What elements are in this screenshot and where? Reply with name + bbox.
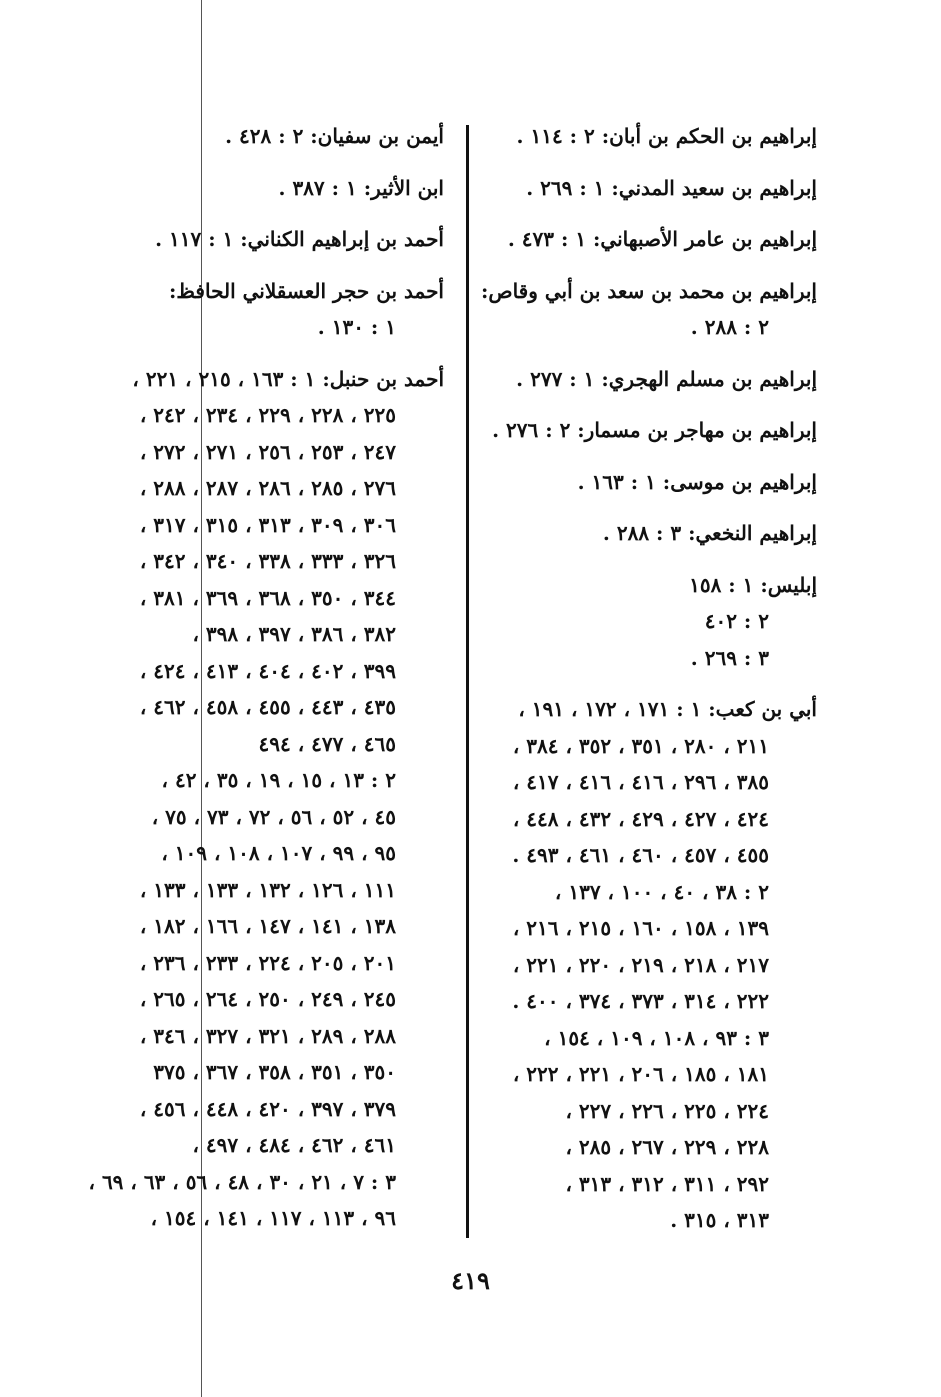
entry-heading-line: إبراهيم النخعي: ٣ : ٢٨٨ .: [602, 521, 817, 545]
index-entry: [495, 361, 817, 398]
entry-continuation-line: ٣٩٩ ، ٤٠٢ ، ٤٠٤ ، ٤١٣ ، ٤٢٤ ،: [139, 658, 396, 683]
index-entry: [88, 361, 444, 1237]
index-entry: [122, 221, 444, 258]
index-entry: [495, 464, 817, 501]
entry-heading-line: أحمد بن حنبل: ١ : ١٦٣ ، ٢١٥ ، ٢٢١ ،: [132, 366, 444, 391]
entry-continuation-line: ٩٥ ، ٩٩ ، ١٠٧ ، ١٠٨ ، ١٠٩ ،: [161, 841, 396, 865]
entry-continuation-line: ٩٦ ، ١١٣ ، ١١٧ ، ١٤١ ، ١٥٤ ،: [150, 1206, 396, 1230]
entry-continuation-line: ٢٢٥ ، ٢٢٨ ، ٢٢٩ ، ٢٣٤ ، ٢٤٢ ،: [139, 403, 396, 427]
entry-heading-line: إبراهيم بن الحكم بن أبان: ٢ : ١١٤ .: [516, 124, 817, 148]
page-number: ٤١٩: [451, 1266, 490, 1295]
entry-continuation-line: ٣١٣ ، ٣١٥ .: [670, 1208, 769, 1232]
entry-heading-line: ابن الأثير: ١ : ٣٨٧ .: [278, 175, 444, 200]
index-entry: [122, 273, 444, 346]
entry-continuation-line: ٣٥٠ ، ٣٥١ ، ٣٥٨ ، ٣٦٧ ، ٣٧٥: [153, 1060, 396, 1084]
entry-continuation-line: ٢٢٢ ، ٣١٤ ، ٣٧٣ ، ٣٧٤ ، ٤٠٠ .: [512, 989, 769, 1013]
entry-continuation-line: ٢٢٨ ، ٢٢٩ ، ٢٦٧ ، ٢٨٥ ،: [565, 1135, 769, 1159]
index-entry: [495, 118, 817, 155]
entry-continuation-line: ٣ : ٩٣ ، ١٠٨ ، ١٠٩ ، ١٥٤ ،: [544, 1025, 769, 1050]
entry-continuation-line: ٢١٧ ، ٢١٨ ، ٢١٩ ، ٢٢٠ ، ٢٢١ ،: [512, 952, 769, 977]
entry-continuation-line: ٢ : ٢٨٨ .: [690, 315, 769, 339]
entry-continuation-line: ٢٧٦ ، ٢٨٥ ، ٢٨٦ ، ٢٨٧ ، ٢٨٨ ،: [139, 476, 396, 500]
index-entry: [481, 273, 817, 346]
entry-continuation-line: ٤٦٥ ، ٤٧٧ ، ٤٩٤: [258, 731, 396, 756]
index-entry: [495, 691, 817, 1239]
entry-heading-line: إبراهيم بن مسلم الهجري: ١ : ٢٧٧ .: [516, 366, 817, 391]
entry-continuation-line: ١ : ١٣٠ .: [317, 315, 396, 339]
entry-continuation-line: ٤٥ ، ٥٢ ، ٥٦ ، ٧٢ ، ٧٣ ، ٧٥ ،: [151, 804, 396, 829]
index-entry: [495, 515, 817, 552]
entry-continuation-line: ٣٨٢ ، ٣٨٦ ، ٣٩٧ ، ٣٩٨ ،: [192, 622, 396, 646]
entry-heading-line: إبليس: ١ : ١٥٨: [689, 572, 817, 597]
entry-continuation-line: ٢ : ١٣ ، ١٥ ، ١٩ ، ٣٥ ، ٤٢ ،: [161, 768, 396, 792]
entry-continuation-line: ٢٤٥ ، ٢٤٩ ، ٢٥٠ ، ٢٦٤ ، ٢٦٥ ،: [139, 987, 396, 1011]
entry-continuation-line: ٣٨٥ ، ٢٩٦ ، ٤١٦ ، ٤١٦ ، ٤١٧ ،: [512, 770, 769, 794]
entry-continuation-line: ٣٤٤ ، ٣٥٠ ، ٣٦٨ ، ٣٦٩ ، ٣٨١ ،: [139, 585, 396, 610]
index-column-right: [481, 118, 817, 1254]
entry-continuation-line: ٤٥٥ ، ٤٥٧ ، ٤٦٠ ، ٤٦١ ، ٤٩٣ .: [512, 843, 769, 867]
index-entry: [495, 567, 817, 677]
entry-continuation-line: ٢ : ٤٠٢: [704, 609, 769, 633]
entry-heading-line: أبي بن كعب: ١ : ١٧١ ، ١٧٢ ، ١٩١ ،: [518, 697, 817, 721]
index-column-left: [88, 118, 444, 1252]
entry-continuation-line: ٤٣٥ ، ٤٤٣ ، ٤٥٥ ، ٤٥٨ ، ٤٦٢ ،: [139, 695, 396, 719]
entry-continuation-line: ١٣٨ ، ١٤١ ، ١٤٧ ، ١٦٦ ، ١٨٢ ،: [139, 914, 396, 938]
entry-continuation-line: ٤٢٤ ، ٤٢٧ ، ٤٢٩ ، ٤٣٢ ، ٤٤٨ ،: [512, 806, 769, 831]
entry-continuation-line: ٣٠٦ ، ٣٠٩ ، ٣١٣ ، ٣١٥ ، ٣١٧ ،: [139, 512, 396, 537]
entry-continuation-line: ٢ : ٣٨ ، ٤٠ ، ١٠٠ ، ١٣٧ ،: [554, 879, 769, 904]
entry-continuation-line: ٤٦١ ، ٤٦٢ ، ٤٨٤ ، ٤٩٧ ،: [192, 1133, 396, 1157]
entry-heading-line: إبراهيم بن سعيد المدني: ١ : ٢٦٩ .: [526, 175, 817, 200]
entry-continuation-line: ٣٧٩ ، ٣٩٧ ، ٤٢٠ ، ٤٤٨ ، ٤٥٦ ،: [139, 1096, 396, 1121]
entry-heading-line: أيمن بن سفيان: ٢ : ٤٢٨ .: [225, 124, 444, 148]
entry-continuation-line: ٢٩٢ ، ٣١١ ، ٣١٢ ، ٣١٣ ،: [565, 1171, 769, 1196]
index-entry: [122, 170, 444, 207]
entry-heading-line: إبراهيم بن مهاجر بن مسمار: ٢ : ٢٧٦ .: [492, 418, 817, 442]
column-divider: [466, 125, 469, 1238]
entry-continuation-line: ٣٢٦ ، ٣٣٣ ، ٣٣٨ ، ٣٤٠ ، ٣٤٢ ،: [139, 549, 396, 573]
index-entry: [495, 221, 817, 258]
index-entry: [495, 170, 817, 207]
entry-continuation-line: ١٨١ ، ١٨٥ ، ٢٠٦ ، ٢٢١ ، ٢٢٢ ،: [512, 1062, 769, 1086]
entry-continuation-line: ٢٨٨ ، ٢٨٩ ، ٣٢١ ، ٣٢٧ ، ٣٤٦ ،: [139, 1023, 396, 1048]
entry-heading-line: إبراهيم بن موسى: ١ : ١٦٣ .: [577, 469, 817, 494]
entry-continuation-line: ٢٤٧ ، ٢٥٣ ، ٢٥٦ ، ٢٧١ ، ٢٧٢ ،: [139, 439, 396, 464]
entry-continuation-line: ٢٢٤ ، ٢٢٥ ، ٢٢٦ ، ٢٢٧ ،: [565, 1098, 769, 1123]
entry-continuation-line: ٢٠١ ، ٢٠٥ ، ٢٢٤ ، ٢٣٣ ، ٢٣٦ ،: [139, 950, 396, 975]
entry-continuation-line: ٢١١ ، ٢٨٠ ، ٣٥١ ، ٣٥٢ ، ٣٨٤ ،: [512, 733, 769, 758]
index-entry: [492, 412, 817, 449]
entry-continuation-line: ١١١ ، ١٢٦ ، ١٣٢ ، ١٣٣ ، ١٣٣ ،: [139, 877, 396, 902]
entry-heading-line: إبراهيم بن محمد بن سعد بن أبي وقاص:: [481, 278, 817, 303]
entry-continuation-line: ١٣٩ ، ١٥٨ ، ١٦٠ ، ٢١٥ ، ٢١٦ ،: [512, 916, 769, 940]
entry-heading-line: أحمد بن حجر العسقلاني الحافظ:: [169, 278, 444, 303]
entry-heading-line: إبراهيم بن عامر الأصبهاني: ١ : ٤٧٣ .: [507, 227, 817, 251]
entry-heading-line: أحمد بن إبراهيم الكناني: ١ : ١١٧ .: [155, 227, 444, 251]
entry-continuation-line: ٣ : ٧ ، ٢١ ، ٣٠ ، ٤٨ ، ٥٦ ، ٦٣ ، ٦٩ ،: [88, 1169, 396, 1194]
index-entry: [122, 118, 444, 155]
entry-continuation-line: ٣ : ٢٦٩ .: [690, 645, 769, 670]
